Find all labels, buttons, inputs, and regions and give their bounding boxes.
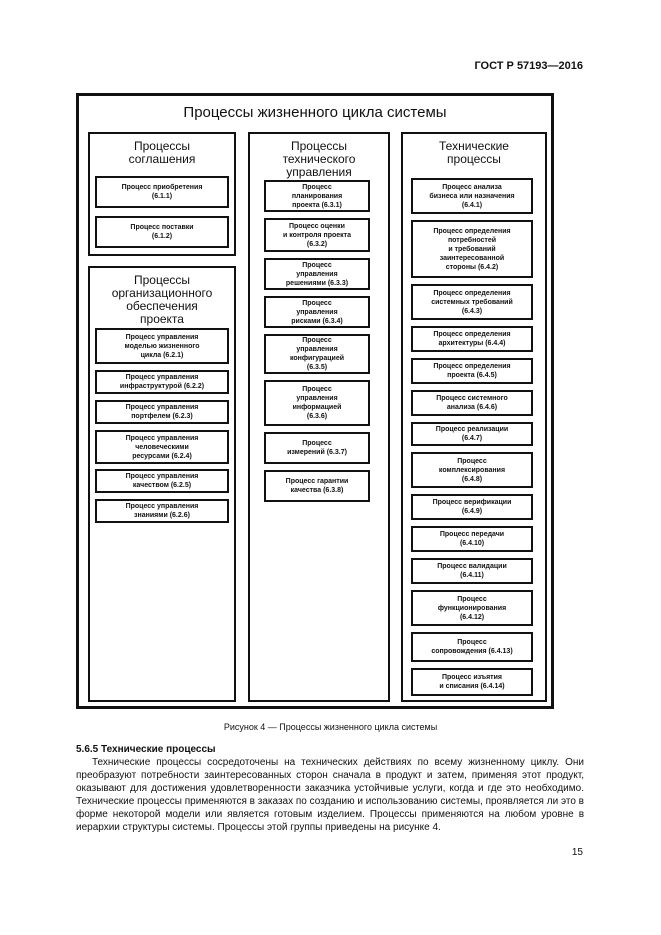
process-box: Процесс управления знаниями (6.2.6): [95, 499, 229, 523]
process-box: Процесс измерений (6.3.7): [264, 432, 370, 464]
tech-mgmt-group-title: Процессы технического управления: [282, 139, 356, 179]
technical-processes-group: [401, 132, 547, 702]
process-box: Процесс управления портфелем (6.2.3): [95, 400, 229, 424]
process-box: Процесс поставки (6.1.2): [95, 216, 229, 248]
diagram-title: Процессы жизненного цикла системы: [183, 104, 447, 121]
process-box: Процесс системного анализа (6.4.6): [411, 390, 533, 416]
document-standard-number: ГОСТ Р 57193—2016: [474, 60, 583, 72]
process-box: Процесс оценки и контроля проекта (6.3.2): [264, 218, 370, 252]
process-box: Процесс определения архитектуры (6.4.4): [411, 326, 533, 352]
org-group-title: Процессы организационного обеспечения проекта: [111, 273, 213, 326]
process-box: Процесс комплексирования (6.4.8): [411, 452, 533, 488]
process-box: Процесс управления конфигурацией (6.3.5): [264, 334, 370, 374]
process-box: Процесс определения потребностей и требований заинтересованной стороны (6.4.2): [411, 220, 533, 278]
process-box: Процесс гарантии качества (6.3.8): [264, 470, 370, 502]
process-box: Процесс определения проекта (6.4.5): [411, 358, 533, 384]
process-box: Процесс функционирования (6.4.12): [411, 590, 533, 626]
process-box: Процесс сопровождения (6.4.13): [411, 632, 533, 662]
process-box: Процесс управления моделью жизненного цикла (6.2.1): [95, 328, 229, 364]
process-box: Процесс управления решениями (6.3.3): [264, 258, 370, 290]
agreement-group-title: Процессы соглашения: [128, 139, 196, 166]
process-box: Процесс изъятия и списания (6.4.14): [411, 668, 533, 696]
process-box: Процесс управления инфраструктурой (6.2.2): [95, 370, 229, 394]
process-box: Процесс управления информацией (6.3.6): [264, 380, 370, 426]
process-box: Процесс передачи (6.4.10): [411, 526, 533, 552]
process-box: Процесс определения системных требований (6.4.3): [411, 284, 533, 320]
org-processes-group: [88, 266, 236, 702]
lifecycle-diagram: [76, 93, 554, 709]
process-box: Процесс валидации (6.4.11): [411, 558, 533, 584]
section-heading: 5.6.5 Технические процессы: [76, 744, 216, 755]
technical-management-group: [248, 132, 390, 702]
process-box: Процесс реализации (6.4.7): [411, 422, 533, 446]
section-paragraph: Технические процессы сосредоточены на технических действиях по всему жизненному циклу. Они преобразуют потребности заинтересованных сторон сначала в продукт и затем, применяя этот продукт, оказывают для достижения удовлетворенности заказчика устойчивые услуги, когда и где это необходимо. Технические процессы применяются в заказах по созданию и использованию системы, проявляется ли это в форме некоторой модели или является готовым изделием. Процессы применяются на любом уровне в иерархии структуры системы. Процессы этой группы приведены на рисунке 4.: [76, 757, 584, 833]
figure-caption: Рисунок 4 — Процессы жизненного цикла системы: [223, 722, 438, 732]
process-box: Процесс управления человеческими ресурсами (6.2.4): [95, 430, 229, 464]
page-number: 15: [571, 847, 583, 858]
process-box: Процесс верификации (6.4.9): [411, 494, 533, 520]
process-box: Процесс управления качеством (6.2.5): [95, 469, 229, 493]
process-box: Процесс планирования проекта (6.3.1): [264, 180, 370, 212]
technical-group-title: Технические процессы: [439, 139, 509, 166]
process-box: Процесс приобретения (6.1.1): [95, 176, 229, 208]
process-box: Процесс анализа бизнеса или назначения (6.4.1): [411, 178, 533, 214]
process-box: Процесс управления рисками (6.3.4): [264, 296, 370, 328]
agreement-processes-group: [88, 132, 236, 256]
